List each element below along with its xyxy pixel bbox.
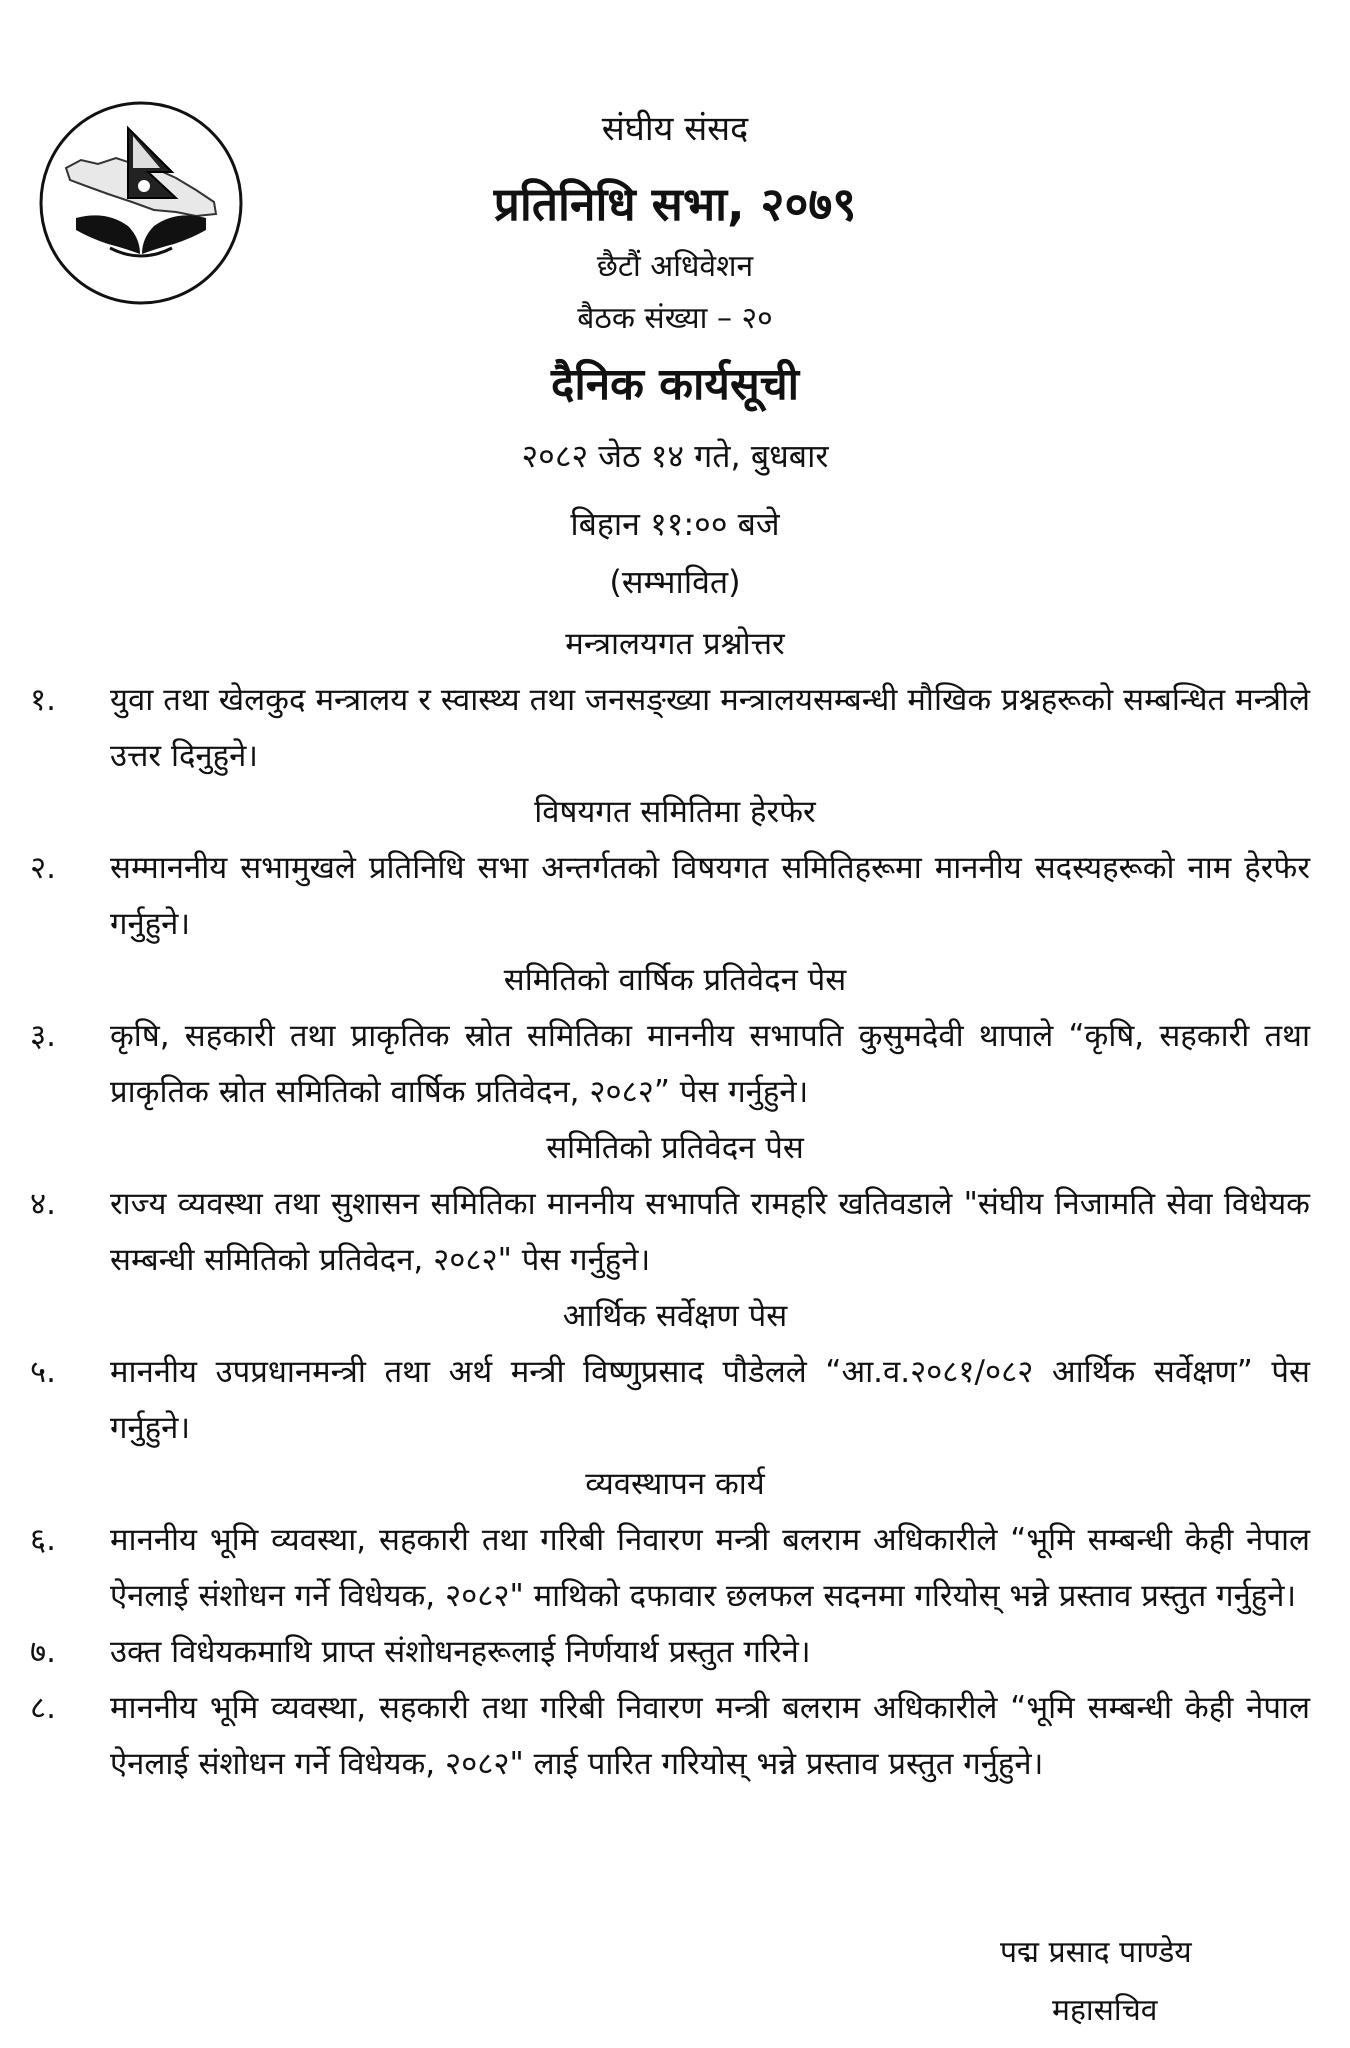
section-title: विषयगत समितिमा हेरफेर — [534, 794, 816, 830]
item-text: युवा तथा खेलकुद मन्त्रालय र स्वास्थ्य तथा जनसङ्ख्या मन्त्रालयसम्बन्धी मौखिक प्रश्नहरूको सम्बन्धित मन्त्रीले उत्तर दिनुहुने। — [110, 682, 1310, 774]
item-text: उक्त विधेयकमाथि प्राप्त संशोधनहरूलाई निर्णयार्थ प्रस्तुत गरिने। — [110, 1634, 811, 1670]
sitting-number: बैठक संख्या – २० — [577, 301, 773, 336]
signatory-title: महासचिव — [1052, 1993, 1158, 2028]
agenda-item — [0, 1008, 1350, 1120]
agenda-item — [0, 1176, 1350, 1288]
item-number: ४. — [30, 1186, 56, 1222]
item-number: २. — [30, 850, 56, 886]
parliament-name: संघीय संसद — [601, 109, 749, 149]
meeting-date: २०८२ जेठ १४ गते, बुधबार — [521, 437, 829, 475]
probable-label: (सम्भावित) — [609, 563, 741, 601]
item-text: माननीय उपप्रधानमन्त्री तथा अर्थ मन्त्री विष्णुप्रसाद पौडेलले “आ.व.२०८१/०८२ आर्थिक सर्वेक्षण” पेस गर्नुहुने। — [110, 1354, 1310, 1446]
item-text: राज्य व्यवस्था तथा सुशासन समितिका माननीय सभापति रामहरि खतिवडाले "संघीय निजामति सेवा विधेयक सम्बन्धी समितिको प्रतिवेदन, २०८२" पेस गर्नुहुने। — [110, 1186, 1310, 1278]
item-number: ६. — [30, 1522, 56, 1558]
item-text: कृषि, सहकारी तथा प्राकृतिक स्रोत समितिका माननीय सभापति कुसुमदेवी थापाले “कृषि, सहकारी तथा प्राकृतिक स्रोत समितिको वार्षिक प्रतिवेदन, २०८२” पेस गर्नुहुने। — [110, 1018, 1310, 1110]
agenda-item — [0, 1344, 1350, 1456]
item-text: माननीय भूमि व्यवस्था, सहकारी तथा गरिबी निवारण मन्त्री बलराम अधिकारीले “भूमि सम्बन्धी केही नेपाल ऐनलाई संशोधन गर्ने विधेयक, २०८२" लाई पारित गरियोस् भन्ने प्रस्ताव प्रस्तुत गर्नुहुने। — [110, 1690, 1310, 1782]
item-number: ३. — [30, 1018, 56, 1054]
house-title: प्रतिनिधि सभा, २०७९ — [493, 177, 857, 231]
signatory-name: पद्म प्रसाद पाण्डेय — [1000, 1935, 1192, 1970]
agenda-item — [0, 840, 1350, 952]
section-title: व्यवस्थापन कार्य — [585, 1466, 765, 1502]
agenda-item — [0, 1680, 1350, 1792]
agenda-item — [0, 672, 1350, 784]
agenda-list — [0, 616, 1350, 1792]
item-number: ८. — [30, 1690, 56, 1726]
page-title: दैनिक कार्यसूची — [550, 359, 800, 410]
agenda-item — [0, 1624, 1350, 1680]
item-number: ७. — [30, 1634, 56, 1670]
session-label: छैटौं अधिवेशन — [596, 249, 754, 284]
section-title: मन्त्रालयगत प्रश्नोत्तर — [565, 626, 785, 662]
item-number: ५. — [30, 1354, 56, 1390]
item-number: १. — [30, 682, 56, 718]
meeting-time: बिहान ११:०० बजे — [570, 505, 780, 543]
section-title: आर्थिक सर्वेक्षण पेस — [562, 1298, 788, 1334]
item-text: माननीय भूमि व्यवस्था, सहकारी तथा गरिबी निवारण मन्त्री बलराम अधिकारीले “भूमि सम्बन्धी केही नेपाल ऐनलाई संशोधन गर्ने विधेयक, २०८२" माथिको दफावार छलफल सदनमा गरियोस् भन्ने प्रस्ताव प्रस्तुत गर्नुहुने। — [110, 1522, 1310, 1614]
section-title: समितिको प्रतिवेदन पेस — [546, 1130, 804, 1166]
item-text: सम्माननीय सभामुखले प्रतिनिधि सभा अन्तर्गतको विषयगत समितिहरूमा माननीय सदस्यहरूको नाम हेरफेर गर्नुहुने। — [110, 850, 1310, 942]
agenda-item — [0, 1512, 1350, 1624]
section-title: समितिको वार्षिक प्रतिवेदन पेस — [503, 962, 847, 998]
